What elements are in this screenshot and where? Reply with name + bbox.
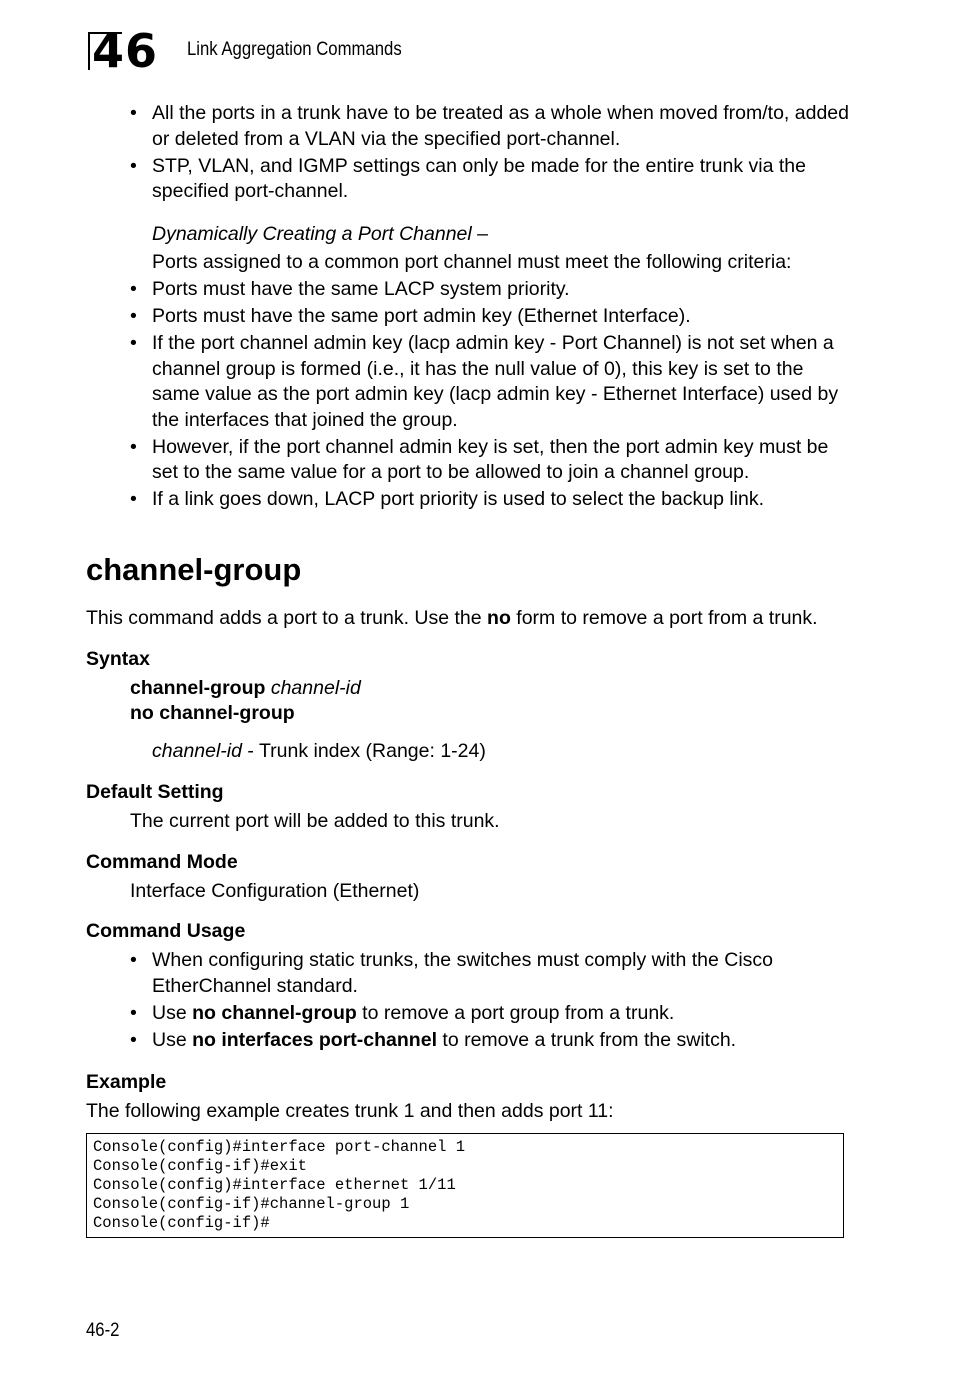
- list-item: • Use no channel-group to remove a port group from a trunk.: [130, 1001, 675, 1024]
- chapter-rule-vertical: [88, 32, 90, 70]
- dynamic-heading: Dynamically Creating a Port Channel –: [152, 223, 488, 245]
- list-item: • Ports must have the same port admin key (Ethernet Interface).: [130, 305, 691, 327]
- default-setting-heading: Default Setting: [86, 781, 224, 803]
- syntax-heading: Syntax: [86, 648, 150, 670]
- code-line: Console(config-if)#channel-group 1: [93, 1195, 410, 1213]
- syntax-parameter: channel-id - Trunk index (Range: 1-24): [152, 740, 486, 762]
- chapter-number: 46: [92, 24, 159, 78]
- chapter-badge: [88, 24, 164, 78]
- list-item: • When configuring static trunks, the switches must comply with the Cisco EtherChannel standard.: [130, 949, 773, 997]
- list-item: • However, if the port channel admin key is set, then the port admin key must be set to the same value for a port to be allowed to join a channel group.: [130, 435, 829, 483]
- code-line: Console(config-if)#: [93, 1214, 270, 1232]
- command-mode-heading: Command Mode: [86, 851, 238, 873]
- page-number: 46-2: [86, 1320, 120, 1341]
- code-line: Console(config-if)#exit: [93, 1157, 307, 1175]
- chapter-title: Link Aggregation Commands: [187, 39, 402, 60]
- list-item: • Ports must have the same LACP system priority.: [130, 278, 570, 300]
- list-item: • Use no interfaces port-channel to remove a trunk from the switch.: [130, 1028, 737, 1051]
- code-block: [86, 1133, 844, 1238]
- dynamic-bullet-list: [130, 277, 850, 514]
- dynamic-lead: Ports assigned to a common port channel must meet the following criteria:: [152, 251, 792, 273]
- syntax-line-2: no channel-group: [130, 702, 295, 724]
- intro-bullet-list: [130, 101, 850, 206]
- list-item: • STP, VLAN, and IGMP settings can only be made for the entire trunk via the specified port-channel.: [130, 154, 806, 202]
- example-heading: Example: [86, 1071, 167, 1093]
- list-item: • All the ports in a trunk have to be treated as a whole when moved from/to, added or deleted from a VLAN via the specified port-channel.: [130, 102, 849, 150]
- list-item: • If the port channel admin key (lacp admin key - Port Channel) is not set when a channel group is formed (i.e., it has the null value of 0), this key is set to the same value as the port admin key (lacp admin key - Ethernet Interface) used by the interfaces that joined the group.: [130, 332, 839, 431]
- command-mode-text: Interface Configuration (Ethernet): [130, 880, 420, 902]
- command-usage-heading: Command Usage: [86, 920, 246, 942]
- code-line: Console(config)#interface port-channel 1: [93, 1138, 466, 1156]
- section-description: This command adds a port to a trunk. Use the no form to remove a port from a trunk.: [86, 607, 818, 629]
- syntax-line-1: channel-group channel-id: [130, 677, 361, 699]
- default-setting-text: The current port will be added to this trunk.: [130, 810, 500, 832]
- list-item: • If a link goes down, LACP port priority is used to select the backup link.: [130, 488, 765, 510]
- section-title: channel-group: [86, 552, 302, 587]
- code-line: Console(config)#interface ethernet 1/11: [93, 1176, 456, 1194]
- example-text: The following example creates trunk 1 and then adds port 11:: [86, 1100, 614, 1122]
- command-usage-list: [130, 948, 850, 1055]
